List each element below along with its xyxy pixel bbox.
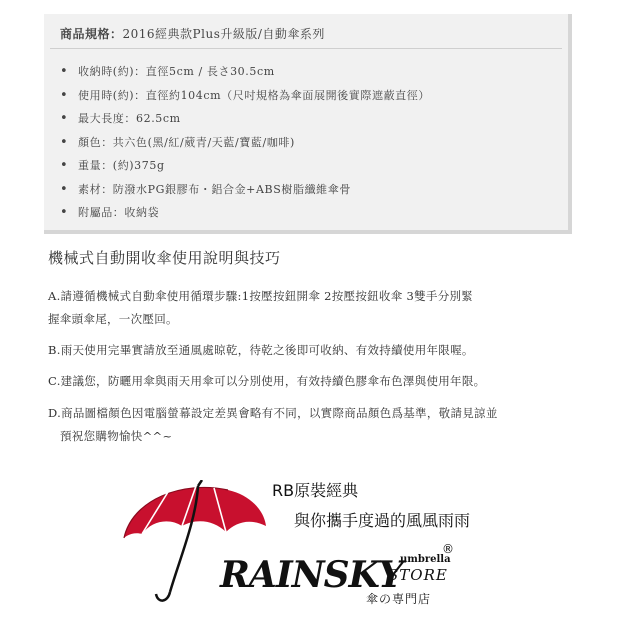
spec-item (60, 201, 430, 225)
tip-d (48, 402, 498, 448)
tip-a-line1: A.請遵循機械式自動傘使用循環步驟:1按壓按鈕開傘 2按壓按鈕收傘 3雙手分別緊 (48, 289, 474, 303)
spec-item (60, 107, 430, 131)
tip-c-line1: C.建議您，防曬用傘與雨天用傘可以分別使用，有效持續色膠傘布色澤與使用年限。 (48, 374, 486, 388)
spec-item-text: 顏色：共六色(黑/紅/葳青/天藍/寶藍/咖啡) (78, 135, 295, 149)
brand-name: RAINSKY (220, 554, 403, 596)
spec-item-text: 附屬品：收納袋 (78, 206, 160, 219)
spec-item (60, 131, 430, 155)
brand-umbrella: umbrella (400, 554, 451, 565)
spec-list (60, 60, 430, 225)
tip-d-line1: D.商品圖檔顏色因電腦螢幕設定差異會略有不同，以實際商品顏色爲基準，敬請見諒並 (48, 406, 498, 420)
tip-a (48, 285, 473, 331)
brand-logo (118, 478, 518, 608)
tip-c (48, 370, 485, 393)
bullet-icon: • (60, 134, 69, 150)
spec-item (60, 84, 430, 108)
spec-item-text: 最大長度：62.5cm (78, 112, 181, 125)
bullet-icon: • (60, 87, 69, 103)
spec-item (60, 178, 430, 202)
spec-heading-label: 商品規格： (60, 27, 123, 41)
spec-divider (50, 48, 562, 49)
tip-d-line2: 預祝您購物愉快^^~ (60, 429, 173, 443)
tip-b-line1: B.雨天使用完畢實請放至通風處晾乾，待乾之後即可收納、有效持續使用年限喔。 (48, 343, 474, 357)
tip-b (48, 339, 474, 362)
registered-mark: ® (442, 542, 454, 556)
spec-item-text: 重量：(約)375g (78, 159, 165, 172)
bullet-icon: • (60, 205, 69, 220)
tip-a-line2: 握傘頭傘尾，一次壓回。 (48, 312, 178, 326)
tagline-1: RB原裝經典 (272, 481, 359, 500)
spec-item (60, 60, 430, 84)
shop-name: 傘の専門店 (366, 592, 432, 606)
tagline-2: 與你攜手度過的風風雨雨 (294, 511, 471, 530)
bullet-icon: • (60, 181, 69, 197)
spec-item-text: 使用時(約)：直徑約104cm（尺吋規格為傘面展開後實際遮蔽直徑） (78, 88, 430, 102)
bullet-icon: • (60, 64, 69, 79)
spec-heading (60, 25, 325, 42)
spec-item (60, 154, 430, 178)
spec-item-text: 收納時(約)：直徑5cm / 長さ30.5cm (78, 65, 275, 78)
bullet-icon: • (60, 111, 69, 126)
bullet-icon: • (60, 158, 69, 173)
spec-item-text: 素材：防潑水PG銀膠布・鋁合金+ABS樹脂纖維傘骨 (78, 182, 351, 196)
spec-heading-value: 2016經典款Plus升級版/自動傘系列 (122, 27, 325, 41)
guide-title: 機械式自動開收傘使用說明與技巧 (48, 249, 281, 267)
spec-panel (44, 14, 572, 234)
brand-store: STORE (388, 566, 448, 584)
